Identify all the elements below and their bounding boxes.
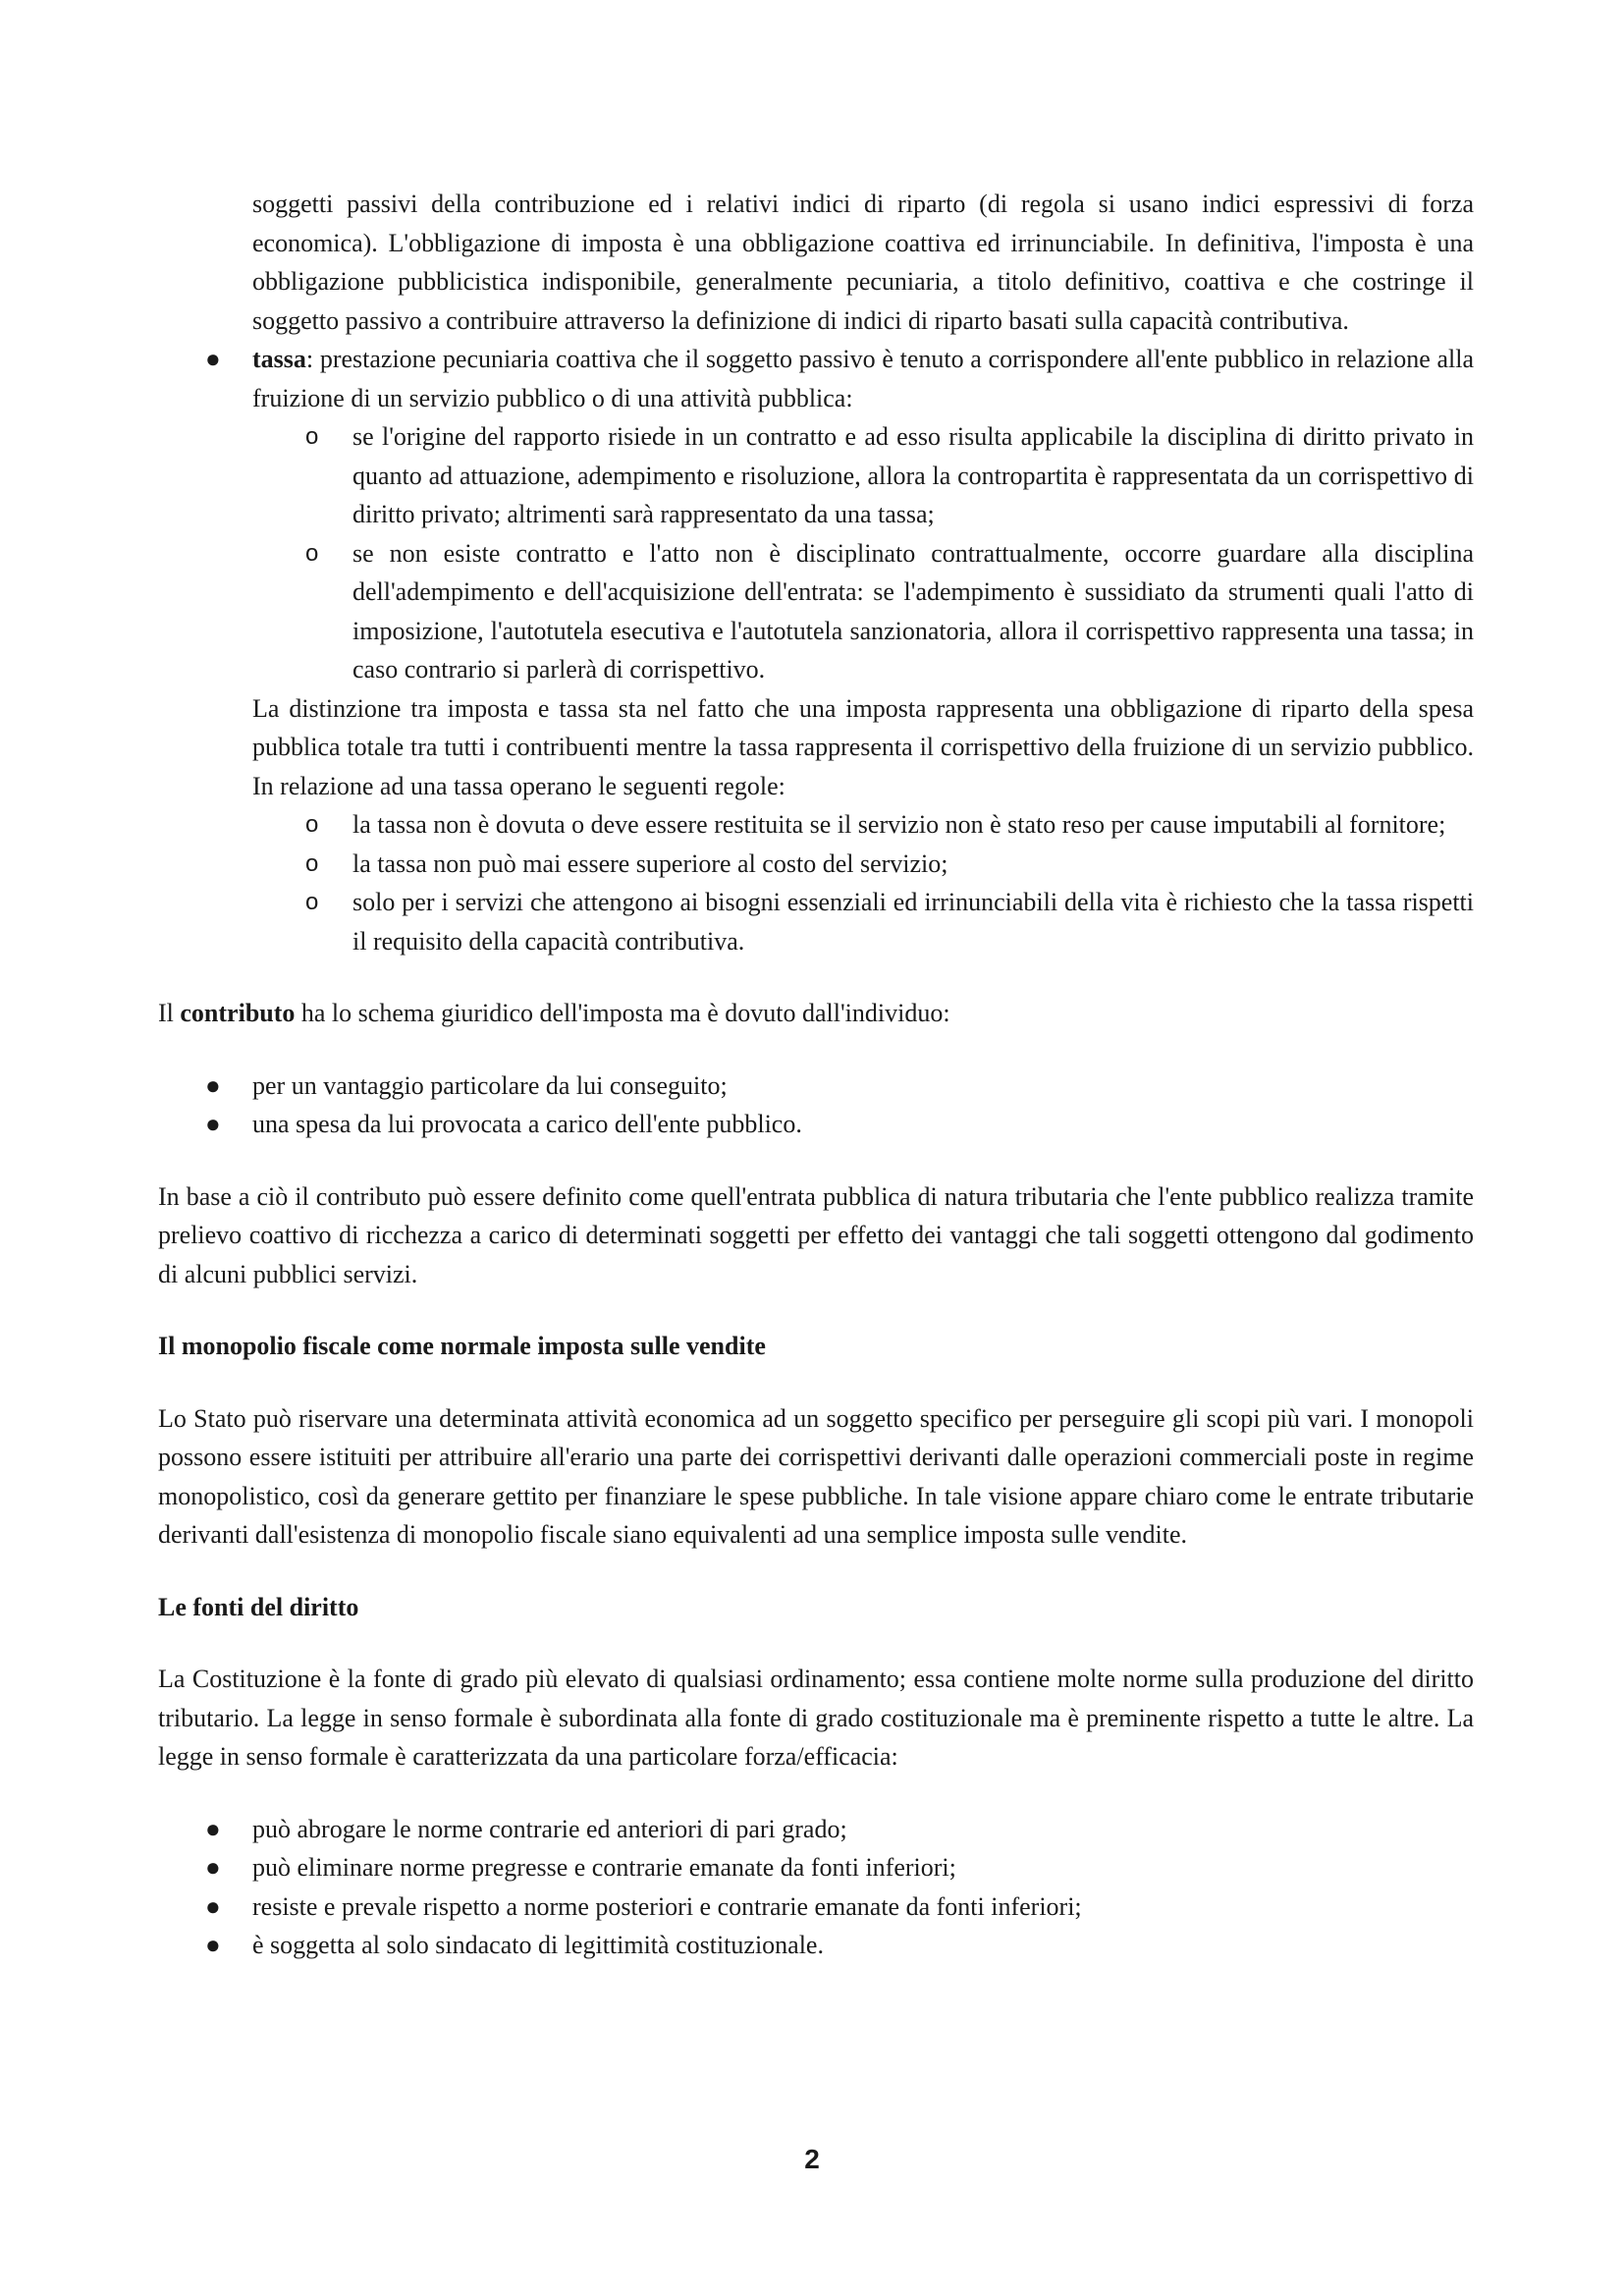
monopolio-heading: Il monopolio fiscale come normale imposta sulle vendite <box>158 1332 766 1360</box>
circle-bullet-icon: o <box>305 539 319 567</box>
monopolio-paragraph: Lo Stato può riservare una determinata attività economica ad un soggetto specifico per perseguire gli scopi più vari. I monopoli possono essere istituiti per attribuire all'erario una parte dei corrispettivi derivanti dalle operazioni commerciali poste in regime monopolistico, così da generare gettito per finanziare le spese pubbliche. In tale visione appare chiaro come le entrate tributarie derivanti dall'esistenza di monopolio fiscale siano equivalenti ad una semplice imposta sulle vendite. <box>158 1403 1474 1549</box>
tassa-rule: o la tassa non può mai essere superiore al costo del servizio; <box>158 845 1474 884</box>
tassa-rule: o solo per i servizi che attengono ai bisogni essenziali ed irrinunciabili della vita è richiesto che la tassa rispetti il requisito della capacità contributiva. <box>158 883 1474 960</box>
fonti-heading: Le fonti del diritto <box>158 1592 359 1621</box>
page-number: 2 <box>804 2144 820 2174</box>
bullet-icon: ● <box>205 1891 221 1921</box>
tassa-definition: : prestazione pecuniaria coattiva che il soggetto passivo è tenuto a corrispondere all'ente pubblico in relazione alla fruizione di un servizio pubblico o di una attività pubblica: <box>252 345 1474 412</box>
fonti-item: ● può eliminare norme pregresse e contrarie emanate da fonti inferiori; <box>158 1848 1474 1887</box>
tassa-bullet-item <box>158 340 1474 417</box>
circle-bullet-icon: o <box>305 889 319 915</box>
tassa-term: tassa <box>252 345 306 373</box>
contributo-term: contributo <box>180 999 296 1027</box>
bullet-icon: ● <box>205 345 221 373</box>
fonti-item: ● è soggetta al solo sindacato di legittimità costituzionale. <box>158 1926 1474 1965</box>
distinction-paragraph: La distinzione tra imposta e tassa sta nel fatto che una imposta rappresenta una obbligazione di riparto della spesa pubblica totale tra tutti i contribuenti mentre la tassa rappresenta il corrispettivo della fruizione di un servizio pubblico. In relazione ad una tassa operano le seguenti regole: <box>252 693 1474 800</box>
fonti-paragraph: La Costituzione è la fonte di grado più elevato di qualsiasi ordinamento; essa contiene molte norme sulla produzione del diritto tributario. La legge in senso formale è subordinata alla fonte di grado costituzionale ma è preminente rispetto a tutte le altre. La legge in senso formale è caratterizzata da una particolare forza/efficacia: <box>158 1665 1474 1771</box>
bullet-icon: ● <box>205 1814 221 1843</box>
bullet-icon: ● <box>205 1931 221 1959</box>
contributo-item: ● una spesa da lui provocata a carico dell'ente pubblico. <box>158 1105 1474 1144</box>
tassa-rule: o la tassa non è dovuta o deve essere restituita se il servizio non è stato reso per cause imputabili al fornitore; <box>158 805 1474 845</box>
page-content <box>158 185 1474 1965</box>
circle-bullet-icon: o <box>305 423 319 450</box>
bullet-icon: ● <box>205 1853 221 1882</box>
circle-bullet-icon: o <box>305 849 319 877</box>
bullet-icon: ● <box>205 1070 221 1100</box>
fonti-item: ● può abrogare le norme contrarie ed anteriori di pari grado; <box>158 1810 1474 1849</box>
contributo-intro: Il contributo ha lo schema giuridico dell'imposta ma è dovuto dall'individuo: <box>158 999 950 1027</box>
tassa-subitem: o se non esiste contratto e l'atto non è disciplinato contrattualmente, occorre guardare alla disciplina dell'adempimento e dell'acquisizione dell'entrata: se l'adempimento è sussidiato da strumenti quali l'atto di imposizione, l'autotutela esecutiva e l'autotutela sanzionatoria, allora il corrispettivo rappresenta una tassa; in caso contrario si parlerà di corrispettivo. <box>158 534 1474 689</box>
circle-bullet-icon: o <box>305 811 319 838</box>
contributo-item: ● per un vantaggio particolare da lui conseguito; <box>158 1066 1474 1106</box>
intro-paragraph: soggetti passivi della contribuzione ed i relativi indici di riparto (di regola si usano indici espressivi di forza economica). L'obbligazione di imposta è una obbligazione coattiva ed irrinunciabile. In definitiva, l'imposta è una obbligazione pubblicistica indisponibile, generalmente pecuniaria, a titolo definitivo, coattiva e che costringe il soggetto passivo a contribuire attraverso la definizione di indici di riparto basati sulla capacità contributiva. <box>252 190 1474 335</box>
tassa-subitem: o se l'origine del rapporto risiede in un contratto e ad esso risulta applicabile la disciplina di diritto privato in quanto ad attuazione, adempimento e risoluzione, allora la contropartita è rappresentata da un corrispettivo di diritto privato; altrimenti sarà rappresentato da una tassa; <box>158 417 1474 534</box>
contributo-definition: In base a ciò il contributo può essere definito come quell'entrata pubblica di natura tributaria che l'ente pubblico realizza tramite prelievo coattivo di ricchezza a carico di determinati soggetti per effetto dei vantaggi che tali soggetti ottengono dal godimento di alcuni pubblici servizi. <box>158 1181 1474 1288</box>
fonti-item: ● resiste e prevale rispetto a norme posteriori e contrarie emanate da fonti inferiori; <box>158 1887 1474 1927</box>
bullet-icon: ● <box>205 1110 221 1138</box>
